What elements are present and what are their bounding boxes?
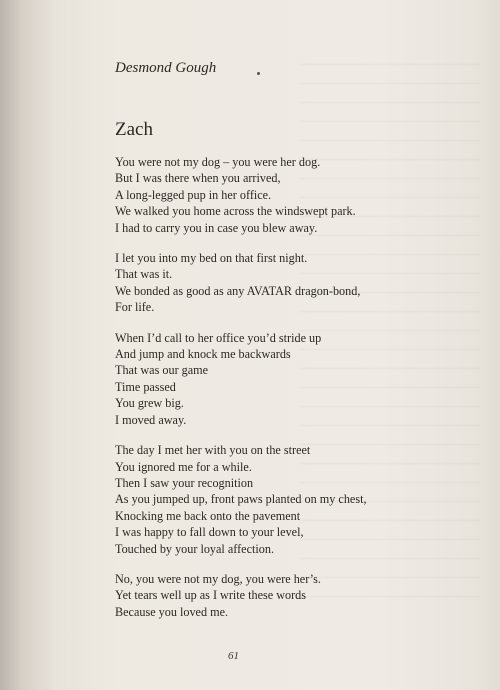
poem-line: You were not my dog – you were her dog. <box>115 155 321 169</box>
poem-line: No, you were not my dog, you were her’s. <box>115 571 321 586</box>
poem-author: Desmond Gough <box>115 60 217 76</box>
poem-line: Yet tears well up as I write these words <box>115 588 307 603</box>
poem-line: You grew big. <box>115 396 184 411</box>
poem-line: I let you into my bed on that first night. <box>115 251 308 266</box>
poem-line: We walked you home across the windswept park. <box>115 204 356 219</box>
poem-line: Time passed <box>115 379 176 394</box>
poem <box>115 58 475 620</box>
poem-title: Zach <box>115 119 153 140</box>
stanza-5 <box>115 571 475 620</box>
poem-line: I had to carry you in case you blew away. <box>115 220 318 235</box>
stanza-3 <box>115 330 475 428</box>
poem-line: That was our game <box>115 363 209 378</box>
poem-line: Then I saw your recognition <box>115 475 254 490</box>
stanza-2 <box>115 250 475 316</box>
poem-line: And jump and knock me backwards <box>115 347 291 362</box>
poem-line: Because you loved me. <box>115 604 229 619</box>
poem-line: I was happy to fall down to your level, <box>115 525 304 540</box>
poem-line: You ignored me for a while. <box>115 459 252 474</box>
poem-line: Touched by your loyal affection. <box>115 541 275 556</box>
poem-line: I moved away. <box>115 412 187 427</box>
poem-line: The day I met her with you on the street <box>115 443 311 458</box>
poem-line: We bonded as good as any AVATAR dragon-bond, <box>115 283 361 298</box>
poem-line: But I was there when you arrived, <box>115 171 281 186</box>
poem-line: When I’d call to her office you’d stride up <box>115 330 322 345</box>
poem-line: That was it. <box>115 267 173 282</box>
stanza-4 <box>115 442 475 557</box>
page-number: 61 <box>228 650 239 662</box>
poem-line: As you jumped up, front paws planted on my chest, <box>115 492 367 507</box>
poem-line: Knocking me back onto the pavement <box>115 508 301 523</box>
poem-line: For life. <box>115 300 155 315</box>
stanza-1 <box>115 154 475 236</box>
poem-line: A long-legged pup in her office. <box>115 187 272 202</box>
